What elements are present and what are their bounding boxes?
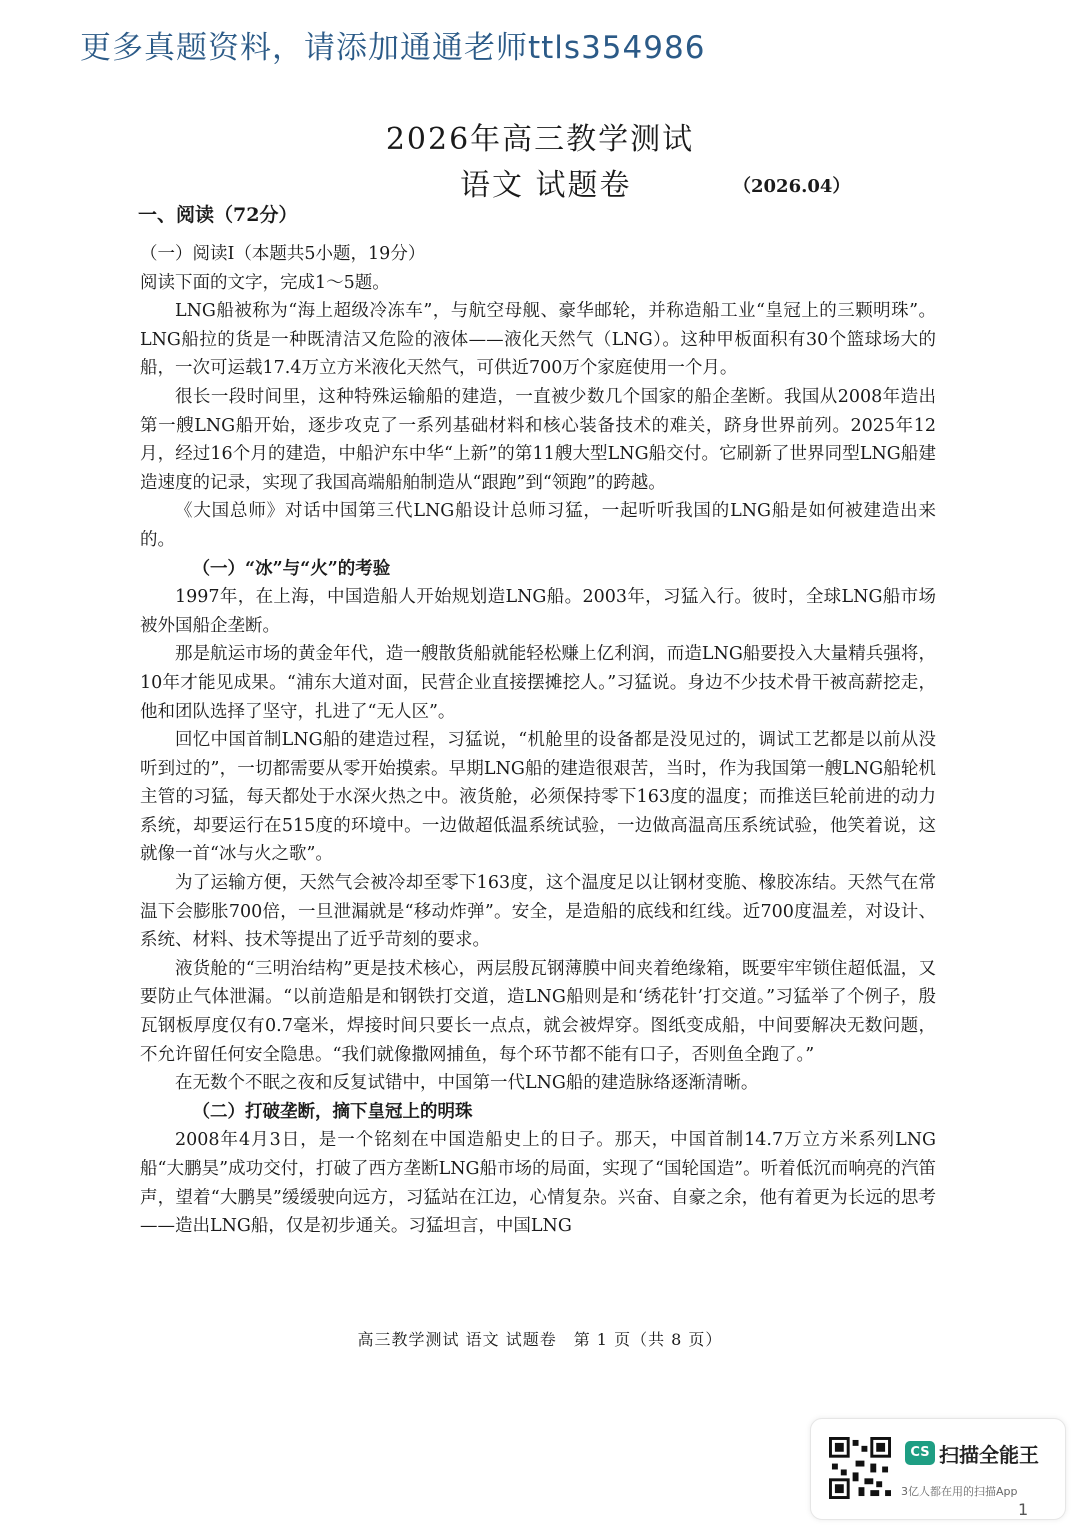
instruction: 阅读下面的文字，完成1～5题。 (140, 272, 390, 293)
paragraph: 《大国总师》对话中国第三代LNG船设计总师习猛，一起听听我国的LNG船是如何被建造出来的。 (140, 501, 936, 550)
paragraph: 为了运输方便，天然气会被冷却至零下163度，这个温度足以让钢材变脆、橡胶冻结。天然气在常温下会膨胀700倍，一旦泄漏就是“移动炸弹”。安全，是造船的底线和红线。近700度温差，对设计、系统、材料、技术等提出了近乎苛刻的要求。 (140, 873, 936, 951)
paragraph: 那是航运市场的黄金年代，造一艘散货船就能轻松赚上亿利润，而造LNG船要投入大量精兵强将，10年才能见成果。“浦东大道对面，民营企业直接摆摊挖人。”习猛说。身边不少技术骨干被高薪挖走，他和团队选择了坚守，扎进了“无人区”。 (140, 644, 936, 722)
paragraph: 在无数个不眠之夜和反复试错中，中国第一代LNG船的建造脉络逐渐清晰。 (175, 1073, 759, 1094)
part-heading: （一）阅读Ⅰ（本题共5小题，19分） (140, 244, 426, 264)
subheading: （一）“冰”与“火”的考验 (192, 558, 391, 579)
exam-title: 2026年高三教学测试 (385, 122, 695, 157)
subheading: （二）打破垄断，摘下皇冠上的明珠 (192, 1101, 473, 1122)
exam-date: （2026.04） (733, 176, 851, 197)
paragraph: 1997年，在上海，中国造船人开始规划造LNG船。2003年，习猛入行。彼时，全球LNG船市场被外国船企垄断。 (140, 587, 936, 636)
camscanner-logo-icon: CS (905, 1441, 935, 1465)
paragraph: 2008年4月3日，是一个铭刻在中国造船史上的日子。那天，中国首制14.7万立方米系列LNG船“大鹏昊”成功交付，打破了西方垄断LNG船市场的局面，实现了“国轮国造”。听着低沉而响亮的汽笛声，望着“大鹏昊”缓缓驶向远方，习猛站在江边，心情复杂。兴奋、自豪之余，他有着更为长远的思考——造出LNG船，仅是初步通关。习猛坦言，中国LNG (140, 1130, 936, 1237)
promo-banner: 更多真题资料，请添加通通老师ttls354986 (80, 30, 706, 66)
paragraph: 很长一段时间里，这种特殊运输船的建造，一直被少数几个国家的船企垄断。我国从2008年造出第一艘LNG船开始，逐步攻克了一系列基础材料和核心装备技术的难关，跻身世界前列。2025年12月，经过16个月的建造，中船沪东中华“上新”的第11艘大型LNG船交付。它刷新了世界同型LNG船建造速度的记录，实现了我国高端船舶制造从“跟跑”到“领跑”的跨越。 (140, 386, 936, 493)
paragraph: 回忆中国首制LNG船的建造过程，习猛说，“机舱里的设备都是没见过的，调试工艺都是以前从没听到过的”，一切都需要从零开始摸索。早期LNG船的建造很艰苦，当时，作为我国第一艘LNG船轮机主管的习猛，每天都处于水深火热之中。液货舱，必须保持零下163度的温度；而推送巨轮前进的动力系统，却要运行在515度的环境中。一边做超低温系统试验，一边做高温高压系统试验，他笑着说，这就像一首“冰与火之歌”。 (140, 730, 936, 865)
exam-subtitle: 语文 试题卷 (460, 168, 632, 203)
qr-code-icon (829, 1437, 891, 1499)
page-marker: 1 (1018, 1500, 1029, 1519)
reading-passage (140, 240, 936, 1241)
scanner-app-name: 扫描全能王 (939, 1443, 1039, 1467)
scanner-tagline: 3亿人都在用的扫描App (901, 1485, 1018, 1498)
page-footer: 高三教学测试 语文 试题卷 第 1 页（共 8 页） (357, 1330, 723, 1349)
section-heading: 一、阅读（72分） (138, 204, 298, 226)
paragraph: LNG船被称为“海上超级冷冻车”，与航空母舰、豪华邮轮，并称造船工业“皇冠上的三颗明珠”。LNG船拉的货是一种既清洁又危险的液体——液化天然气（LNG）。这种甲板面积有30个篮球场大的船，一次可运载17.4万立方米液化天然气，可供近700万个家庭使用一个月。 (140, 301, 936, 379)
paragraph: 液货舱的“三明治结构”更是技术核心，两层殷瓦钢薄膜中间夹着绝缘箱，既要牢牢锁住超低温，又要防止气体泄漏。“以前造船是和钢铁打交道，造LNG船则是和‘绣花针’打交道。”习猛举了个例子，殷瓦钢板厚度仅有0.7毫米，焊接时间只要长一点点，就会被焊穿。图纸变成船，中间要解决无数问题，不允许留任何安全隐患。“我们就像撒网捕鱼，每个环节都不能有口子，否则鱼全跑了。” (140, 958, 936, 1065)
